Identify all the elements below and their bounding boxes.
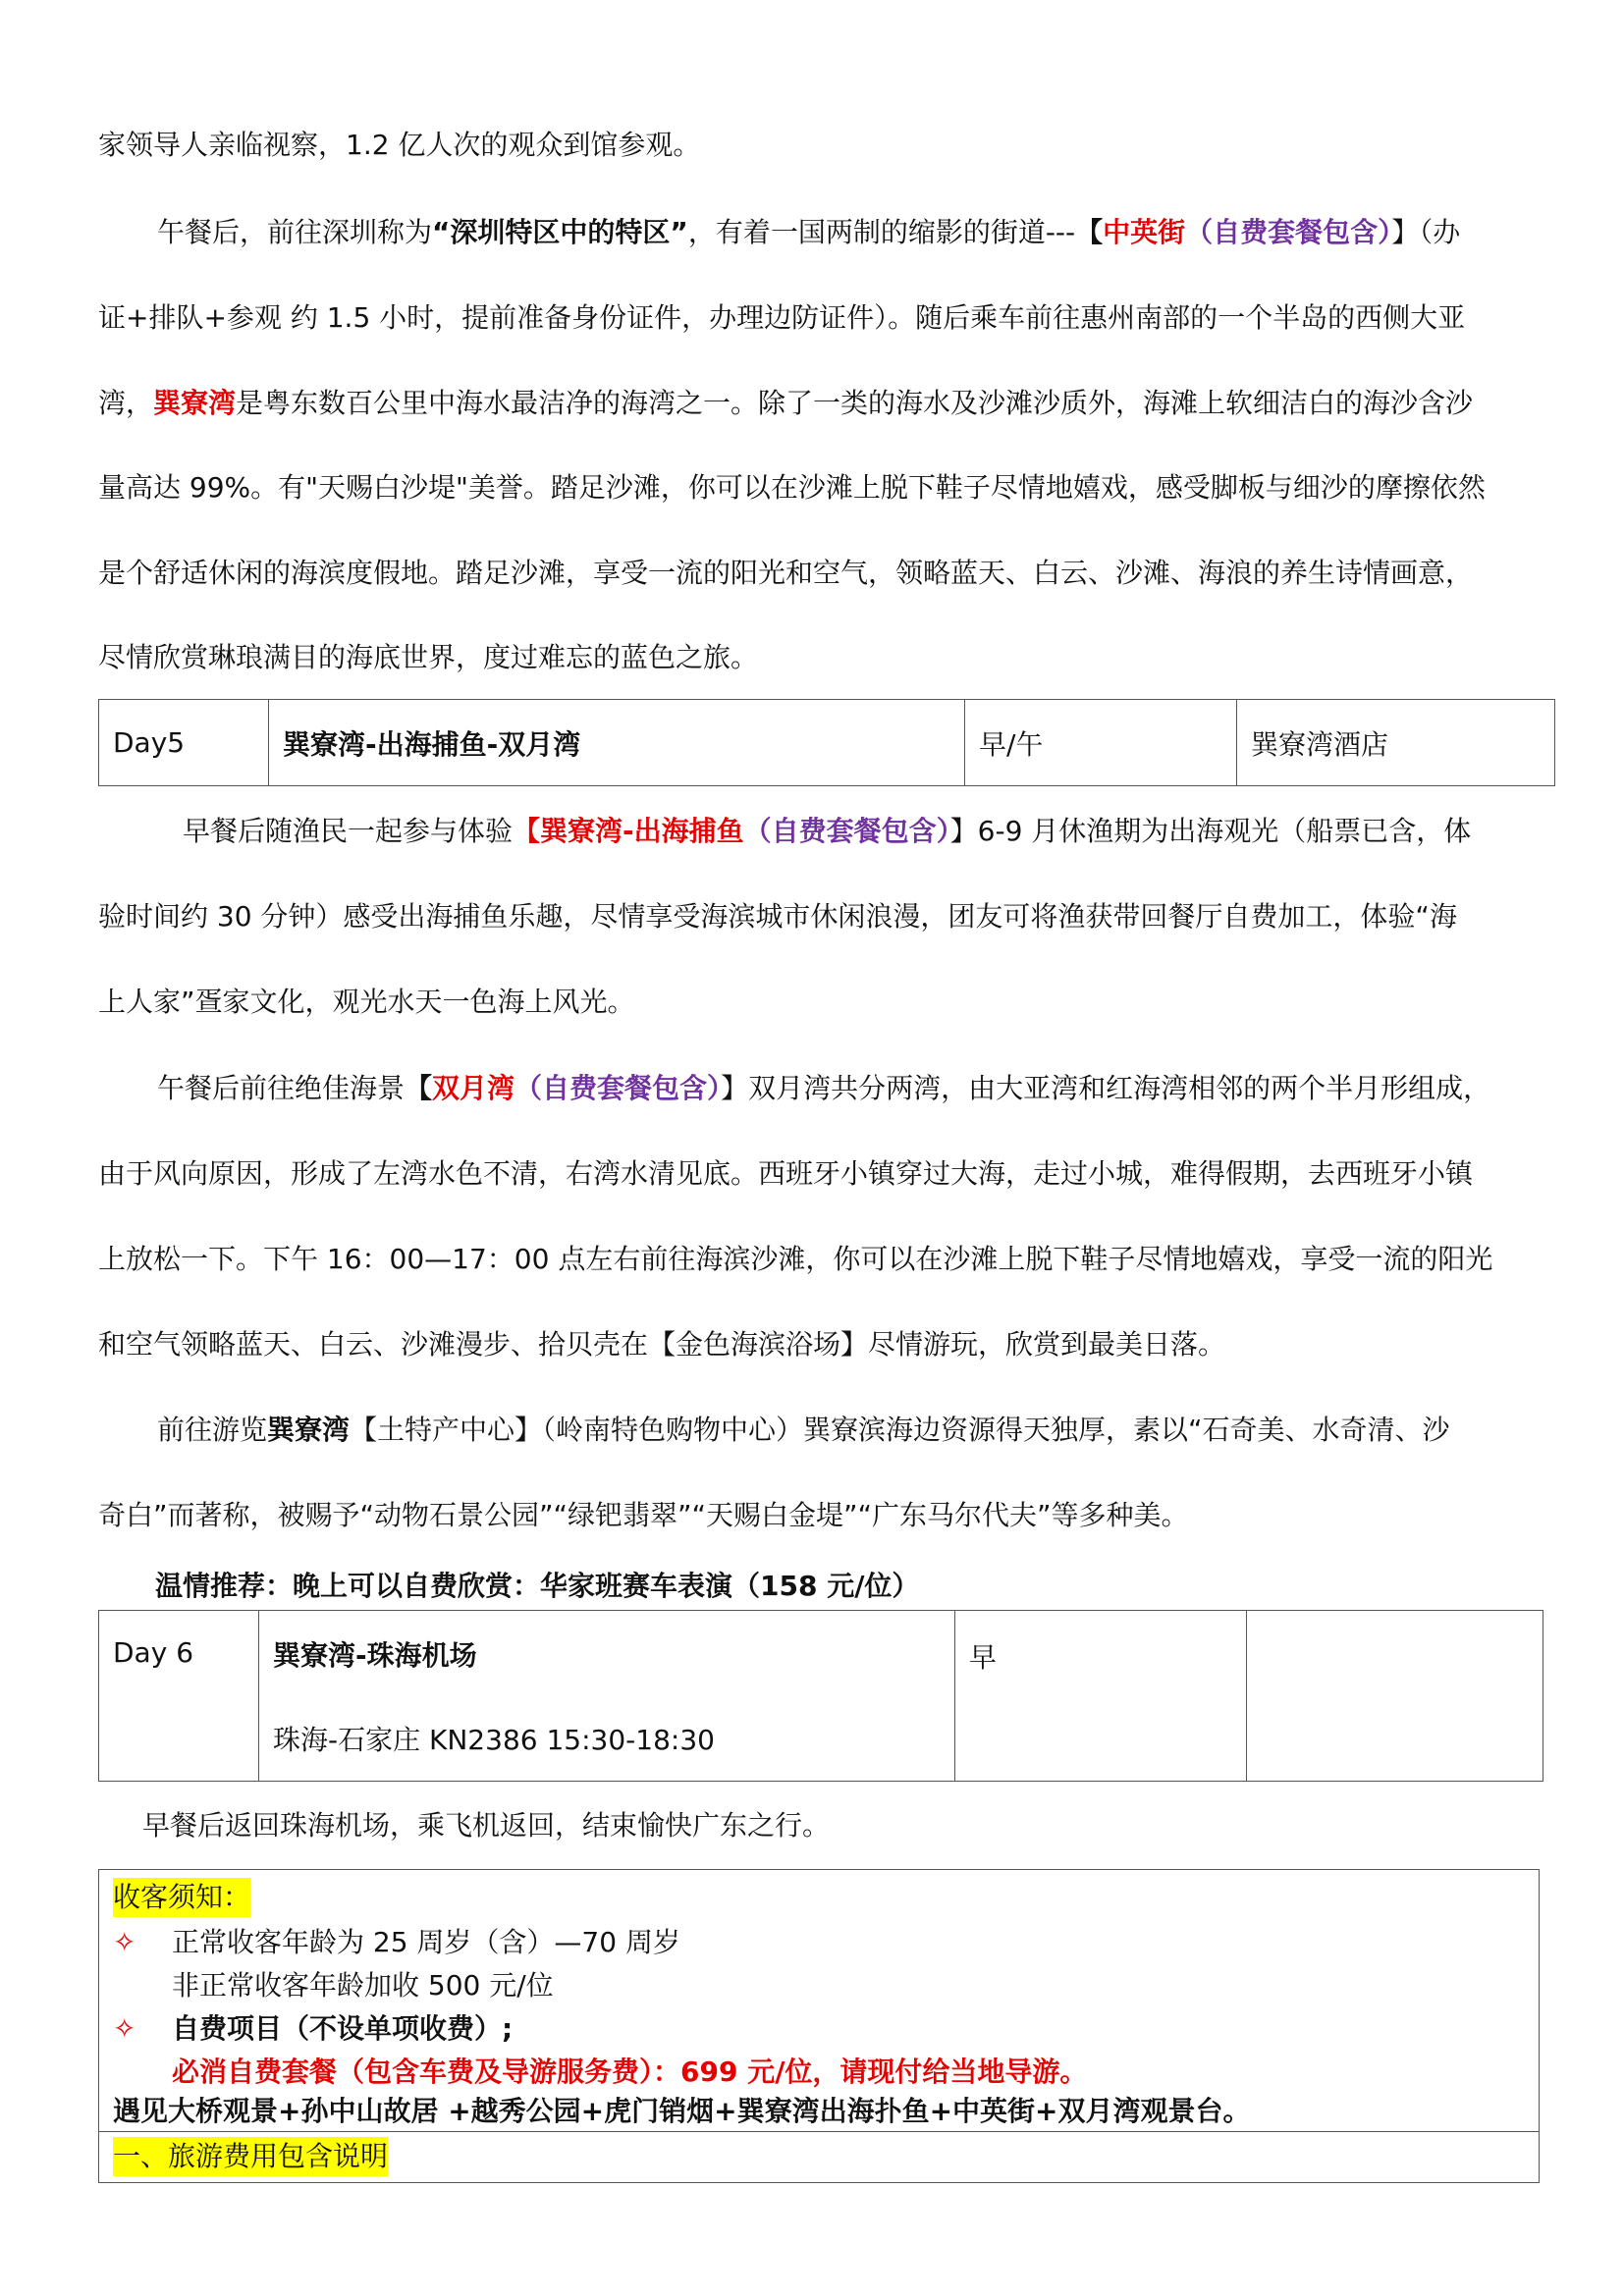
text-span: 午餐后，前往深圳称为 (157, 216, 433, 248)
divider (99, 2131, 1539, 2132)
day-route-cell (259, 1611, 955, 1782)
text-span: 【 (405, 1072, 433, 1104)
age-normal: 正常收客年龄为 25 周岁（含）—70 周岁 (172, 1926, 680, 1958)
text-span: 巽寮湾 (267, 1414, 351, 1446)
highlight-fishing: 【巽寮湾-出海捕鱼 (513, 815, 744, 847)
paragraph-line (157, 1069, 1490, 1108)
text-span: 早餐后随渔民一起参与体验 (183, 815, 514, 847)
itinerary-day6-table (98, 1610, 1543, 1782)
paragraph-line: 是个舒适休闲的海滨度假地。踏足沙滩，享受一流的阳光和空气，领略蓝天、白云、沙滩、海浪的养生诗情画意， (98, 557, 1474, 589)
day-route: 巽寮湾-出海捕鱼-双月湾 (269, 700, 965, 786)
text-span: ，有着一国两制的缩影的街道--- (687, 216, 1076, 248)
text-span: 湾， (98, 387, 154, 419)
paragraph-line (157, 1411, 1450, 1450)
paragraph-line: 早餐后返回珠海机场，乘飞机返回，结束愉快广东之行。 (142, 1809, 831, 1842)
text-span: 【 (1075, 216, 1104, 248)
text-span: 】双月湾共分两湾，由大亚湾和红海湾相邻的两个半月形组成， (721, 1072, 1491, 1104)
recommendation: 温情推荐：晚上可以自费欣赏：华家班赛车表演（158 元/位） (155, 1570, 920, 1602)
paragraph-line: 上人家”疍家文化，观光水天一色海上风光。 (98, 986, 635, 1018)
text-span: 午餐后前往绝佳海景 (157, 1072, 406, 1104)
text-span: 】（办 (1391, 216, 1461, 248)
text-span: “深圳特区中的特区” (432, 216, 688, 248)
highlight-self-pay: （自费套餐包含） (514, 1072, 722, 1104)
itinerary-day5-table (98, 699, 1555, 786)
paragraph-line (98, 384, 1473, 423)
day-label: Day 6 (99, 1611, 259, 1782)
day-hotel (1247, 1611, 1543, 1782)
paragraph-line: 奇白”而著称，被赐予“动物石景公园”“绿钯翡翠”“天赐白金堤”“广东马尔代夫”等多种美。 (98, 1499, 1189, 1531)
paragraph-line (157, 213, 1460, 252)
highlight-self-pay: （自费套餐包含） (743, 815, 950, 847)
notice-title: 收客须知： (113, 1878, 250, 1917)
star-bullet-icon: ✧ (113, 2012, 136, 2045)
package-price: 必消自费套餐（包含车费及导游服务费）：699 元/位，请现付给当地导游。 (172, 2056, 1088, 2088)
self-pay-items: 自费项目（不设单项收费）; (172, 2012, 514, 2045)
paragraph-line: 由于风向原因，形成了左湾水色不清，右湾水清见底。西班牙小镇穿过大海，走过小城，难得假期，去西班牙小镇 (98, 1157, 1474, 1190)
day-route: 巽寮湾-珠海机场 (273, 1639, 477, 1672)
paragraph-line: 证+排队+参观 约 1.5 小时，提前准备身份证件，办理边防证件）。随后乘车前往惠州南部的一个半岛的西侧大亚 (98, 301, 1466, 334)
text-span: 【土特产中心】（岭南特色购物中心）巽寮滨海边资源得天独厚，素以“石奇美、水奇清、沙 (350, 1414, 1450, 1446)
day-meals: 早/午 (965, 700, 1237, 786)
paragraph-line (183, 812, 1471, 851)
highlight-zhongyingjie: 中英街 (1103, 216, 1186, 248)
paragraph-line: 和空气领略蓝天、白云、沙滩漫步、拾贝壳在【金色海滨浴场】尽情游玩，欣赏到最美日落。 (98, 1328, 1226, 1361)
highlight-shuangyuewan: 双月湾 (432, 1072, 515, 1104)
age-extra: 非正常收客年龄加收 500 元/位 (172, 1969, 554, 2002)
section-heading: 一、旅游费用包含说明 (113, 2137, 388, 2176)
day-meals: 早 (955, 1611, 1247, 1782)
package-items: 遇见大桥观景+孙中山故居 +越秀公园+虎门销烟+巽寮湾出海扑鱼+中英街+双月湾观景台。 (113, 2095, 1251, 2127)
text-span: 是粤东数百公里中海水最洁净的海湾之一。除了一类的海水及沙滩沙质外，海滩上软细洁白的海沙含沙 (236, 387, 1474, 419)
day-hotel: 巽寮湾酒店 (1237, 700, 1555, 786)
paragraph-line: 尽情欣赏琳琅满目的海底世界，度过难忘的蓝色之旅。 (98, 641, 759, 673)
highlight-xunliaowan: 巽寮湾 (153, 387, 237, 419)
paragraph-line: 验时间约 30 分钟）感受出海捕鱼乐趣，尽情享受海滨城市休闲浪漫，团友可将渔获带回餐厅自费加工，体验“海 (98, 900, 1457, 933)
day-label: Day5 (99, 700, 269, 786)
paragraph-line: 上放松一下。下午 16：00—17：00 点左右前往海滨沙滩，你可以在沙滩上脱下鞋子尽情地嬉戏，享受一流的阳光 (98, 1243, 1493, 1275)
paragraph-line: 量高达 99%。有"天赐白沙堤"美誉。踏足沙滩，你可以在沙滩上脱下鞋子尽情地嬉戏，感受脚板与细沙的摩擦依然 (98, 471, 1486, 504)
highlight-self-pay: （自费套餐包含） (1185, 216, 1392, 248)
paragraph-line: 家领导人亲临视察，1.2 亿人次的观众到馆参观。 (98, 129, 701, 161)
flight-info: 珠海-石家庄 KN2386 15:30-18:30 (273, 1724, 715, 1756)
star-bullet-icon: ✧ (113, 1926, 136, 1958)
text-span: 前往游览 (157, 1414, 268, 1446)
notice-box (98, 1869, 1540, 2183)
text-span: 】6-9 月休渔期为出海观光（船票已含，体 (949, 815, 1472, 847)
